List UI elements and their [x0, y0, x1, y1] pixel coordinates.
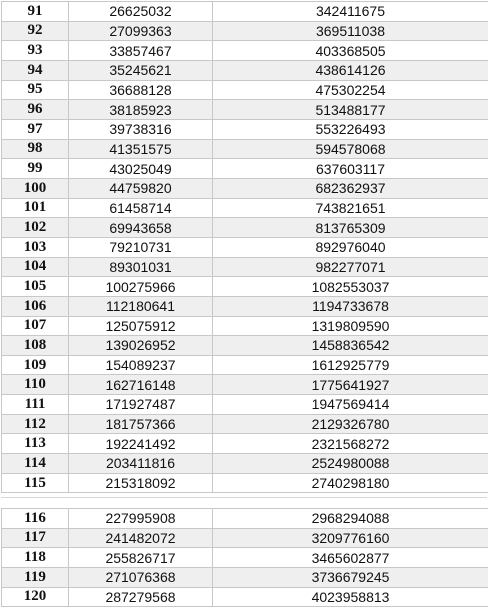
table-body-top: [2, 2, 488, 493]
row-number-cell: 97: [2, 119, 69, 139]
value-a-cell: 171927487: [69, 395, 213, 415]
value-b-cell: 1458836542: [213, 336, 488, 356]
value-b-cell: 1775641927: [213, 375, 488, 395]
data-table-bottom: [1, 508, 488, 607]
value-b-cell: 2740298180: [213, 473, 488, 493]
value-a-cell: 154089237: [69, 355, 213, 375]
value-a-cell: 69943658: [69, 218, 213, 238]
value-b-cell: 892976040: [213, 237, 488, 257]
value-b-cell: 3209776160: [213, 528, 488, 548]
row-number-cell: 91: [2, 2, 69, 22]
table-row: [2, 316, 488, 336]
value-a-cell: 255826717: [69, 548, 213, 568]
row-number-cell: 93: [2, 41, 69, 61]
table-row: [2, 454, 488, 474]
row-number-cell: 110: [2, 375, 69, 395]
row-number-cell: 107: [2, 316, 69, 336]
value-a-cell: 61458714: [69, 198, 213, 218]
value-a-cell: 36688128: [69, 80, 213, 100]
value-b-cell: 403368505: [213, 41, 488, 61]
row-number-cell: 115: [2, 473, 69, 493]
value-a-cell: 215318092: [69, 473, 213, 493]
value-a-cell: 112180641: [69, 296, 213, 316]
value-a-cell: 227995908: [69, 509, 213, 529]
row-number-cell: 111: [2, 395, 69, 415]
value-a-cell: 162716148: [69, 375, 213, 395]
value-b-cell: 594578068: [213, 139, 488, 159]
value-a-cell: 139026952: [69, 336, 213, 356]
table-row: [2, 139, 488, 159]
table-row: [2, 548, 488, 568]
value-b-cell: 813765309: [213, 218, 488, 238]
table-row: [2, 257, 488, 277]
row-number-cell: 95: [2, 80, 69, 100]
value-a-cell: 44759820: [69, 178, 213, 198]
value-b-cell: 637603117: [213, 159, 488, 179]
table-row: [2, 21, 488, 41]
value-a-cell: 33857467: [69, 41, 213, 61]
value-b-cell: 513488177: [213, 100, 488, 120]
table-body-bottom: [2, 509, 488, 607]
value-b-cell: 1612925779: [213, 355, 488, 375]
row-number-cell: 103: [2, 237, 69, 257]
value-a-cell: 125075912: [69, 316, 213, 336]
value-b-cell: 342411675: [213, 2, 488, 22]
table-row: [2, 587, 488, 607]
value-a-cell: 287279568: [69, 587, 213, 607]
value-a-cell: 26625032: [69, 2, 213, 22]
value-a-cell: 89301031: [69, 257, 213, 277]
table-row: [2, 80, 488, 100]
table-row: [2, 198, 488, 218]
row-number-cell: 106: [2, 296, 69, 316]
value-b-cell: 553226493: [213, 119, 488, 139]
table-row: [2, 237, 488, 257]
table-row: [2, 159, 488, 179]
value-b-cell: 369511038: [213, 21, 488, 41]
table-row: [2, 296, 488, 316]
row-number-cell: 104: [2, 257, 69, 277]
table-row: [2, 277, 488, 297]
row-number-cell: 114: [2, 454, 69, 474]
value-b-cell: 4023958813: [213, 587, 488, 607]
row-number-cell: 108: [2, 336, 69, 356]
row-number-cell: 116: [2, 509, 69, 529]
value-a-cell: 27099363: [69, 21, 213, 41]
value-b-cell: 438614126: [213, 60, 488, 80]
value-a-cell: 271076368: [69, 567, 213, 587]
table-row: [2, 119, 488, 139]
table-row: [2, 41, 488, 61]
value-a-cell: 181757366: [69, 414, 213, 434]
table-row: [2, 178, 488, 198]
value-a-cell: 192241492: [69, 434, 213, 454]
value-b-cell: 1319809590: [213, 316, 488, 336]
row-number-cell: 113: [2, 434, 69, 454]
table-row: [2, 434, 488, 454]
row-number-cell: 117: [2, 528, 69, 548]
value-a-cell: 79210731: [69, 237, 213, 257]
row-number-cell: 112: [2, 414, 69, 434]
value-b-cell: 2129326780: [213, 414, 488, 434]
value-a-cell: 38185923: [69, 100, 213, 120]
row-number-cell: 100: [2, 178, 69, 198]
value-a-cell: 203411816: [69, 454, 213, 474]
table-row: [2, 2, 488, 22]
row-number-cell: 109: [2, 355, 69, 375]
value-a-cell: 100275966: [69, 277, 213, 297]
table-row: [2, 414, 488, 434]
value-b-cell: 682362937: [213, 178, 488, 198]
table-row: [2, 528, 488, 548]
value-a-cell: 39738316: [69, 119, 213, 139]
table-row: [2, 218, 488, 238]
value-b-cell: 982277071: [213, 257, 488, 277]
value-b-cell: 1194733678: [213, 296, 488, 316]
row-number-cell: 118: [2, 548, 69, 568]
table-row: [2, 473, 488, 493]
table-row: [2, 567, 488, 587]
table-row: [2, 509, 488, 529]
row-number-cell: 99: [2, 159, 69, 179]
value-a-cell: 41351575: [69, 139, 213, 159]
value-a-cell: 241482072: [69, 528, 213, 548]
value-b-cell: 2524980088: [213, 454, 488, 474]
row-number-cell: 102: [2, 218, 69, 238]
table-row: [2, 336, 488, 356]
table-row: [2, 60, 488, 80]
value-b-cell: 2968294088: [213, 509, 488, 529]
value-b-cell: 3736679245: [213, 567, 488, 587]
row-number-cell: 92: [2, 21, 69, 41]
table-row: [2, 100, 488, 120]
value-b-cell: 1082553037: [213, 277, 488, 297]
row-number-cell: 105: [2, 277, 69, 297]
value-b-cell: 475302254: [213, 80, 488, 100]
row-number-cell: 94: [2, 60, 69, 80]
row-number-cell: 119: [2, 567, 69, 587]
row-number-cell: 96: [2, 100, 69, 120]
row-number-cell: 98: [2, 139, 69, 159]
value-a-cell: 35245621: [69, 60, 213, 80]
value-b-cell: 2321568272: [213, 434, 488, 454]
row-number-cell: 101: [2, 198, 69, 218]
value-b-cell: 1947569414: [213, 395, 488, 415]
data-table-top: [1, 1, 488, 493]
table-row: [2, 355, 488, 375]
row-number-cell: 120: [2, 587, 69, 607]
value-b-cell: 3465602877: [213, 548, 488, 568]
page-break-divider: [1, 497, 487, 498]
table-row: [2, 395, 488, 415]
value-a-cell: 43025049: [69, 159, 213, 179]
table-row: [2, 375, 488, 395]
value-b-cell: 743821651: [213, 198, 488, 218]
